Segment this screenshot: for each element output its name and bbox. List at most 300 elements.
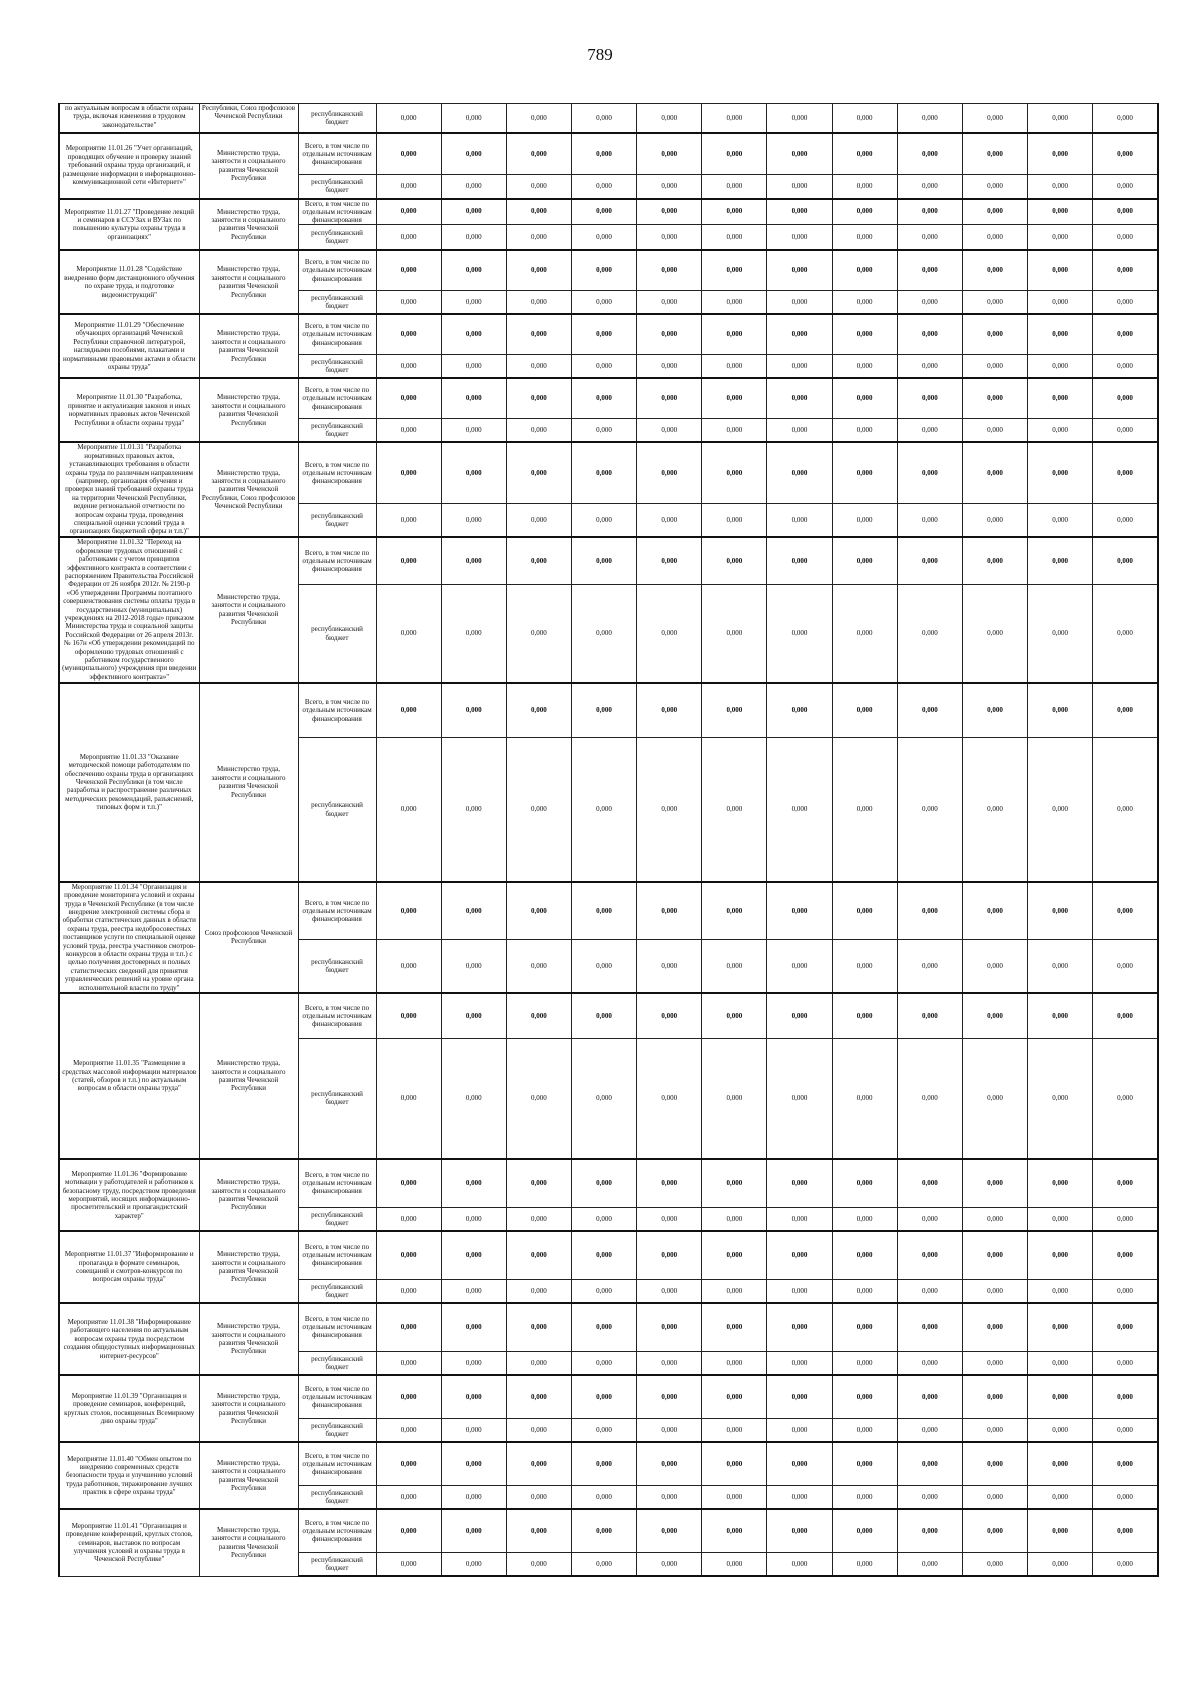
source-cell: республиканский бюджет [298, 354, 376, 378]
value-cell: 0,000 [832, 993, 897, 1038]
value-cell: 0,000 [832, 683, 897, 738]
value-cell: 0,000 [637, 104, 702, 133]
value-cell: 0,000 [1028, 882, 1093, 940]
value-cell: 0,000 [637, 133, 702, 175]
value-cell: 0,000 [702, 1418, 767, 1442]
value-cell: 0,000 [376, 1231, 441, 1279]
value-cell: 0,000 [571, 378, 636, 418]
value-cell: 0,000 [832, 442, 897, 503]
value-cell: 0,000 [506, 199, 571, 225]
value-cell: 0,000 [962, 290, 1027, 314]
value-cell: 0,000 [832, 1418, 897, 1442]
value-cell: 0,000 [376, 683, 441, 738]
value-cell: 0,000 [832, 133, 897, 175]
value-cell: 0,000 [441, 314, 506, 354]
value-cell: 0,000 [637, 418, 702, 442]
value-cell: 0,000 [897, 1418, 962, 1442]
value-cell: 0,000 [637, 537, 702, 585]
value-cell: 0,000 [832, 290, 897, 314]
value-cell: 0,000 [897, 1552, 962, 1576]
value-cell: 0,000 [832, 1231, 897, 1279]
value-cell: 0,000 [767, 175, 832, 199]
value-cell: 0,000 [506, 1351, 571, 1375]
value-cell: 0,000 [962, 537, 1027, 585]
value-cell: 0,000 [702, 314, 767, 354]
value-cell: 0,000 [376, 250, 441, 290]
financing-table [58, 103, 1157, 1577]
value-cell: 0,000 [637, 504, 702, 537]
value-cell: 0,000 [702, 683, 767, 738]
value-cell: 0,000 [571, 882, 636, 940]
value-cell: 0,000 [506, 585, 571, 683]
value-cell: 0,000 [767, 1442, 832, 1485]
value-cell: 0,000 [962, 354, 1027, 378]
value-cell: 0,000 [1093, 1552, 1158, 1576]
table-row [59, 1159, 1158, 1207]
value-cell: 0,000 [571, 133, 636, 175]
table-row [59, 442, 1158, 503]
source-cell: Всего, в том числе по отдельным источникам финансирования [298, 993, 376, 1038]
value-cell: 0,000 [897, 1509, 962, 1552]
value-cell: 0,000 [441, 199, 506, 225]
value-cell: 0,000 [1028, 537, 1093, 585]
value-cell: 0,000 [897, 585, 962, 683]
value-cell: 0,000 [376, 1485, 441, 1509]
value-cell: 0,000 [506, 993, 571, 1038]
value-cell: 0,000 [962, 1375, 1027, 1418]
value-cell: 0,000 [1028, 1303, 1093, 1351]
value-cell: 0,000 [1028, 290, 1093, 314]
value-cell: 0,000 [376, 1509, 441, 1552]
source-cell: республиканский бюджет [298, 104, 376, 133]
source-cell: Всего, в том числе по отдельным источникам финансирования [298, 199, 376, 225]
value-cell: 0,000 [962, 1231, 1027, 1279]
value-cell: 0,000 [571, 1207, 636, 1231]
value-cell: 0,000 [571, 1485, 636, 1509]
value-cell: 0,000 [767, 314, 832, 354]
value-cell: 0,000 [832, 504, 897, 537]
value-cell: 0,000 [1093, 378, 1158, 418]
value-cell: 0,000 [637, 175, 702, 199]
value-cell: 0,000 [637, 1231, 702, 1279]
value-cell: 0,000 [832, 418, 897, 442]
value-cell: 0,000 [962, 1442, 1027, 1485]
activity-cell: Мероприятие 11.01.33 "Оказание методической помощи работодателям по обеспечению охраны труда в организациях Чеченской Республики (в том числе разработка и распространение различных методических рекомендаций, разъяснений, типовых форм и т.п.)" [59, 683, 199, 882]
table-row [59, 133, 1158, 175]
value-cell: 0,000 [1093, 993, 1158, 1038]
source-cell: Всего, в том числе по отдельным источникам финансирования [298, 683, 376, 738]
value-cell: 0,000 [897, 738, 962, 882]
value-cell: 0,000 [832, 1159, 897, 1207]
value-cell: 0,000 [506, 940, 571, 993]
executor-cell: Министерство труда, занятости и социального развития Чеченской Республики [199, 683, 298, 882]
value-cell: 0,000 [571, 104, 636, 133]
value-cell: 0,000 [702, 1442, 767, 1485]
value-cell: 0,000 [506, 1038, 571, 1159]
value-cell: 0,000 [767, 354, 832, 378]
value-cell: 0,000 [962, 1485, 1027, 1509]
value-cell: 0,000 [897, 1207, 962, 1231]
value-cell: 0,000 [376, 354, 441, 378]
value-cell: 0,000 [832, 175, 897, 199]
value-cell: 0,000 [702, 250, 767, 290]
value-cell: 0,000 [962, 1509, 1027, 1552]
value-cell: 0,000 [767, 1418, 832, 1442]
value-cell: 0,000 [506, 537, 571, 585]
value-cell: 0,000 [767, 1207, 832, 1231]
value-cell: 0,000 [441, 1279, 506, 1303]
value-cell: 0,000 [1093, 133, 1158, 175]
value-cell: 0,000 [376, 940, 441, 993]
value-cell: 0,000 [962, 585, 1027, 683]
value-cell: 0,000 [962, 504, 1027, 537]
value-cell: 0,000 [702, 1159, 767, 1207]
value-cell: 0,000 [767, 442, 832, 503]
value-cell: 0,000 [506, 418, 571, 442]
value-cell: 0,000 [637, 1159, 702, 1207]
value-cell: 0,000 [702, 199, 767, 225]
value-cell: 0,000 [832, 354, 897, 378]
value-cell: 0,000 [506, 175, 571, 199]
value-cell: 0,000 [767, 993, 832, 1038]
value-cell: 0,000 [571, 1418, 636, 1442]
value-cell: 0,000 [376, 738, 441, 882]
value-cell: 0,000 [1093, 1231, 1158, 1279]
value-cell: 0,000 [376, 290, 441, 314]
source-cell: республиканский бюджет [298, 1207, 376, 1231]
value-cell: 0,000 [962, 882, 1027, 940]
executor-cell: Министерство труда, занятости и социального развития Чеченской Республики [199, 133, 298, 199]
value-cell: 0,000 [702, 418, 767, 442]
activity-cell: Мероприятие 11.01.39 "Организация и проведение семинаров, конференций, круглых столов, посвященных Всемирному дню охраны труда" [59, 1375, 199, 1442]
value-cell: 0,000 [637, 738, 702, 882]
value-cell: 0,000 [506, 1552, 571, 1576]
value-cell: 0,000 [441, 1418, 506, 1442]
value-cell: 0,000 [702, 585, 767, 683]
value-cell: 0,000 [897, 1038, 962, 1159]
value-cell: 0,000 [897, 1303, 962, 1351]
value-cell: 0,000 [897, 104, 962, 133]
value-cell: 0,000 [832, 1303, 897, 1351]
value-cell: 0,000 [767, 224, 832, 250]
executor-cell: Министерство труда, занятости и социального развития Чеченской Республики [199, 250, 298, 314]
activity-cell: Мероприятие 11.01.36 "Формирование мотивации у работодателей и работников к безопасному труду, посредством проведения мероприятий, носящих информационно-просветительский и пропагандистский характер" [59, 1159, 199, 1231]
value-cell: 0,000 [571, 1351, 636, 1375]
value-cell: 0,000 [832, 940, 897, 993]
value-cell: 0,000 [637, 250, 702, 290]
value-cell: 0,000 [571, 418, 636, 442]
value-cell: 0,000 [1028, 199, 1093, 225]
source-cell: республиканский бюджет [298, 1485, 376, 1509]
value-cell: 0,000 [441, 537, 506, 585]
value-cell: 0,000 [637, 1375, 702, 1418]
value-cell: 0,000 [441, 1375, 506, 1418]
value-cell: 0,000 [1093, 1207, 1158, 1231]
value-cell: 0,000 [1093, 1303, 1158, 1351]
value-cell: 0,000 [506, 354, 571, 378]
activity-cell: Мероприятие 11.01.41 "Организация и проведение конференций, круглых столов, семинаров, выставок по вопросам улучшения условий и охраны труда в Чеченской Республике" [59, 1509, 199, 1576]
value-cell: 0,000 [962, 738, 1027, 882]
value-cell: 0,000 [571, 175, 636, 199]
table-row [59, 378, 1158, 418]
value-cell: 0,000 [441, 442, 506, 503]
value-cell: 0,000 [897, 683, 962, 738]
value-cell: 0,000 [702, 1375, 767, 1418]
source-cell: республиканский бюджет [298, 1418, 376, 1442]
value-cell: 0,000 [832, 1279, 897, 1303]
value-cell: 0,000 [1093, 175, 1158, 199]
source-cell: Всего, в том числе по отдельным источникам финансирования [298, 537, 376, 585]
value-cell: 0,000 [1028, 1375, 1093, 1418]
executor-cell: Министерство труда, занятости и социального развития Чеченской Республики [199, 1509, 298, 1576]
value-cell: 0,000 [832, 1509, 897, 1552]
value-cell: 0,000 [767, 585, 832, 683]
value-cell: 0,000 [1093, 537, 1158, 585]
value-cell: 0,000 [702, 882, 767, 940]
executor-cell: Министерство труда, занятости и социального развития Чеченской Республики [199, 1231, 298, 1303]
source-cell: республиканский бюджет [298, 1279, 376, 1303]
value-cell: 0,000 [441, 738, 506, 882]
value-cell: 0,000 [1093, 504, 1158, 537]
source-cell: Всего, в том числе по отдельным источникам финансирования [298, 133, 376, 175]
value-cell: 0,000 [897, 224, 962, 250]
value-cell: 0,000 [702, 354, 767, 378]
value-cell: 0,000 [441, 585, 506, 683]
value-cell: 0,000 [832, 224, 897, 250]
value-cell: 0,000 [702, 1509, 767, 1552]
value-cell: 0,000 [637, 442, 702, 503]
value-cell: 0,000 [1093, 585, 1158, 683]
value-cell: 0,000 [506, 314, 571, 354]
executor-cell: Министерство труда, занятости и социального развития Чеченской Республики [199, 199, 298, 251]
value-cell: 0,000 [897, 175, 962, 199]
value-cell: 0,000 [1028, 1231, 1093, 1279]
value-cell: 0,000 [441, 1159, 506, 1207]
activity-cell: Мероприятие 11.01.29 "Обеспечение обучающих организаций Чеченской Республики справочной литературой, наглядными пособиями, плакатами и нормативными правовыми актами в области охраны труда" [59, 314, 199, 378]
executor-cell: Министерство труда, занятости и социального развития Чеченской Республики [199, 993, 298, 1159]
value-cell: 0,000 [767, 504, 832, 537]
value-cell: 0,000 [441, 290, 506, 314]
value-cell: 0,000 [767, 1159, 832, 1207]
value-cell: 0,000 [897, 354, 962, 378]
table-row [59, 1509, 1158, 1552]
value-cell: 0,000 [506, 504, 571, 537]
source-cell: республиканский бюджет [298, 940, 376, 993]
value-cell: 0,000 [897, 993, 962, 1038]
value-cell: 0,000 [376, 1159, 441, 1207]
value-cell: 0,000 [702, 1351, 767, 1375]
activity-cell: Мероприятие 11.01.37 "Информирование и пропаганда в формате семинаров, совещаний и смотров-конкурсов по вопросам охраны труда" [59, 1231, 199, 1303]
executor-cell: Министерство труда, занятости и социального развития Чеченской Республики [199, 1303, 298, 1375]
source-cell: республиканский бюджет [298, 1038, 376, 1159]
value-cell: 0,000 [962, 250, 1027, 290]
value-cell: 0,000 [571, 537, 636, 585]
value-cell: 0,000 [1028, 1418, 1093, 1442]
source-cell: республиканский бюджет [298, 175, 376, 199]
value-cell: 0,000 [1093, 224, 1158, 250]
value-cell: 0,000 [1028, 1552, 1093, 1576]
value-cell: 0,000 [832, 1485, 897, 1509]
value-cell: 0,000 [376, 1038, 441, 1159]
value-cell: 0,000 [897, 442, 962, 503]
value-cell: 0,000 [571, 1279, 636, 1303]
executor-cell: Министерство труда, занятости и социального развития Чеченской Республики [199, 1375, 298, 1442]
value-cell: 0,000 [376, 504, 441, 537]
value-cell: 0,000 [702, 537, 767, 585]
value-cell: 0,000 [1093, 1351, 1158, 1375]
value-cell: 0,000 [637, 1303, 702, 1351]
value-cell: 0,000 [832, 537, 897, 585]
value-cell: 0,000 [702, 1303, 767, 1351]
activity-cell: Мероприятие 11.01.34 "Организация и проведение мониторинга условий и охраны труда в Чеченской Республике (в том числе внедрение электронной системы сбора и обработки статистических данных в области охраны труда, реестра недобросовестных поставщиков услуги по специальной оценке условий труда, реестра участников смотров-конкурсов в области охраны труда и т.п.) с целью получения достоверных и полных статистических сведений для принятия управленческих решений на уровне органа исполнительной власти по труду" [59, 882, 199, 993]
value-cell: 0,000 [897, 199, 962, 225]
value-cell: 0,000 [441, 1303, 506, 1351]
source-cell: республиканский бюджет [298, 585, 376, 683]
value-cell: 0,000 [897, 1231, 962, 1279]
source-cell: Всего, в том числе по отдельным источникам финансирования [298, 250, 376, 290]
value-cell: 0,000 [376, 378, 441, 418]
value-cell: 0,000 [832, 1038, 897, 1159]
value-cell: 0,000 [1028, 1038, 1093, 1159]
value-cell: 0,000 [767, 290, 832, 314]
source-cell: Всего, в том числе по отдельным источникам финансирования [298, 1159, 376, 1207]
value-cell: 0,000 [702, 1207, 767, 1231]
value-cell: 0,000 [441, 1231, 506, 1279]
value-cell: 0,000 [376, 133, 441, 175]
value-cell: 0,000 [1028, 314, 1093, 354]
value-cell: 0,000 [637, 354, 702, 378]
value-cell: 0,000 [506, 1442, 571, 1485]
value-cell: 0,000 [1028, 504, 1093, 537]
value-cell: 0,000 [832, 1207, 897, 1231]
value-cell: 0,000 [1028, 738, 1093, 882]
value-cell: 0,000 [767, 199, 832, 225]
value-cell: 0,000 [767, 537, 832, 585]
value-cell: 0,000 [571, 738, 636, 882]
value-cell: 0,000 [897, 1442, 962, 1485]
value-cell: 0,000 [376, 104, 441, 133]
value-cell: 0,000 [1028, 133, 1093, 175]
value-cell: 0,000 [767, 1038, 832, 1159]
value-cell: 0,000 [1093, 1418, 1158, 1442]
value-cell: 0,000 [1028, 1442, 1093, 1485]
value-cell: 0,000 [376, 1207, 441, 1231]
value-cell: 0,000 [897, 250, 962, 290]
value-cell: 0,000 [1093, 104, 1158, 133]
value-cell: 0,000 [1093, 290, 1158, 314]
value-cell: 0,000 [1093, 738, 1158, 882]
value-cell: 0,000 [637, 940, 702, 993]
value-cell: 0,000 [702, 1485, 767, 1509]
table-row [59, 683, 1158, 738]
value-cell: 0,000 [506, 1375, 571, 1418]
value-cell: 0,000 [962, 133, 1027, 175]
value-cell: 0,000 [376, 1418, 441, 1442]
value-cell: 0,000 [1093, 1442, 1158, 1485]
value-cell: 0,000 [702, 993, 767, 1038]
value-cell: 0,000 [506, 442, 571, 503]
value-cell: 0,000 [1028, 418, 1093, 442]
value-cell: 0,000 [767, 683, 832, 738]
value-cell: 0,000 [506, 683, 571, 738]
value-cell: 0,000 [1028, 1351, 1093, 1375]
value-cell: 0,000 [1028, 224, 1093, 250]
value-cell: 0,000 [767, 378, 832, 418]
value-cell: 0,000 [1028, 378, 1093, 418]
value-cell: 0,000 [441, 993, 506, 1038]
value-cell: 0,000 [1093, 418, 1158, 442]
value-cell: 0,000 [702, 504, 767, 537]
source-cell: Всего, в том числе по отдельным источникам финансирования [298, 314, 376, 354]
value-cell: 0,000 [1093, 1038, 1158, 1159]
value-cell: 0,000 [962, 1159, 1027, 1207]
value-cell: 0,000 [962, 224, 1027, 250]
table-row [59, 882, 1158, 940]
activity-cell: Мероприятие 11.01.27 "Проведение лекций и семинаров в ССУЗах и ВУЗах по повышению культуры охраны труда в организациях" [59, 199, 199, 251]
value-cell: 0,000 [832, 104, 897, 133]
value-cell: 0,000 [1093, 442, 1158, 503]
value-cell: 0,000 [897, 314, 962, 354]
table-row [59, 250, 1158, 290]
value-cell: 0,000 [702, 175, 767, 199]
value-cell: 0,000 [1093, 354, 1158, 378]
value-cell: 0,000 [441, 1351, 506, 1375]
value-cell: 0,000 [571, 442, 636, 503]
executor-cell: Министерство труда, занятости и социального развития Чеченской Республики [199, 1159, 298, 1231]
value-cell: 0,000 [571, 683, 636, 738]
value-cell: 0,000 [767, 1552, 832, 1576]
value-cell: 0,000 [637, 314, 702, 354]
source-cell: Всего, в том числе по отдельным источникам финансирования [298, 882, 376, 940]
value-cell: 0,000 [702, 1552, 767, 1576]
value-cell: 0,000 [767, 1231, 832, 1279]
value-cell: 0,000 [376, 1303, 441, 1351]
value-cell: 0,000 [376, 314, 441, 354]
value-cell: 0,000 [571, 1231, 636, 1279]
executor-cell: Министерство труда, занятости и социального развития Чеченской Республики [199, 314, 298, 378]
table-row [59, 1231, 1158, 1279]
value-cell: 0,000 [1093, 1485, 1158, 1509]
value-cell: 0,000 [897, 504, 962, 537]
value-cell: 0,000 [506, 1279, 571, 1303]
value-cell: 0,000 [702, 940, 767, 993]
source-cell: республиканский бюджет [298, 290, 376, 314]
value-cell: 0,000 [962, 1418, 1027, 1442]
value-cell: 0,000 [1028, 104, 1093, 133]
activity-cell: Мероприятие 11.01.28 "Содействие внедрению форм дистанционного обучения по охране труда, и подготовке видеоинструкций" [59, 250, 199, 314]
value-cell: 0,000 [506, 224, 571, 250]
value-cell: 0,000 [441, 354, 506, 378]
value-cell: 0,000 [571, 993, 636, 1038]
value-cell: 0,000 [1093, 1509, 1158, 1552]
executor-cell: Министерство труда, занятости и социального развития Чеченской Республики, Союз профсоюзов Чеченской Республики [199, 442, 298, 536]
source-cell: республиканский бюджет [298, 1351, 376, 1375]
table-row [59, 104, 1158, 133]
value-cell: 0,000 [702, 442, 767, 503]
value-cell: 0,000 [767, 250, 832, 290]
activity-cell: Мероприятие 11.01.35 "Размещение в средствах массовой информации материалов (статей, обзоров и т.п.) по актуальным вопросам в области охраны труда" [59, 993, 199, 1159]
value-cell: 0,000 [962, 418, 1027, 442]
value-cell: 0,000 [1028, 250, 1093, 290]
value-cell: 0,000 [441, 882, 506, 940]
value-cell: 0,000 [832, 585, 897, 683]
value-cell: 0,000 [1093, 1375, 1158, 1418]
table-row [59, 993, 1158, 1038]
source-cell: Всего, в том числе по отдельным источникам финансирования [298, 1303, 376, 1351]
source-cell: Всего, в том числе по отдельным источникам финансирования [298, 1442, 376, 1485]
value-cell: 0,000 [1093, 1159, 1158, 1207]
value-cell: 0,000 [767, 104, 832, 133]
